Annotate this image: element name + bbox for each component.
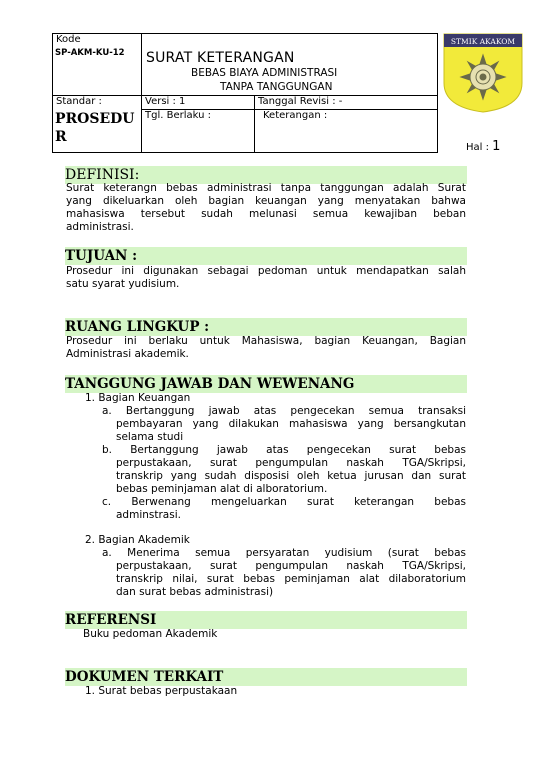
standar-label: Standar : xyxy=(56,96,102,107)
tanggung-jawab-heading: TANGGUNG JAWAB DAN WEWENANG xyxy=(65,375,467,393)
dokumen-terkait-item-1: 1. Surat bebas perpustakaan xyxy=(85,685,238,697)
hal-number: 1 xyxy=(492,139,501,154)
definisi-line-1: Surat keterangn bebas administrasi tanpa tanggungan adalah Surat xyxy=(66,182,466,194)
prosedur-label: PROSEDUR xyxy=(55,111,135,145)
keterangan-label: Keterangan : xyxy=(263,110,328,121)
document-subtitle-2: TANPA TANGGUNGAN xyxy=(220,81,333,93)
definisi-heading: DEFINISI: xyxy=(65,166,467,184)
tj-item-2a-line-2: perpustakaan, surat pengumpulan naskah TGA/Skripsi, xyxy=(116,560,466,572)
document-header-table xyxy=(52,33,438,153)
referensi-heading: REFERENSI xyxy=(65,611,467,629)
logo-text: STMIK AKAKOM xyxy=(450,37,516,46)
versi-label: Versi : 1 xyxy=(145,96,186,107)
stmik-akakom-logo xyxy=(443,33,523,113)
tujuan-heading: TUJUAN : xyxy=(65,247,467,265)
tanggal-revisi-label: Tanggal Revisi : - xyxy=(258,96,343,107)
definisi-line-2: yang dikeluarkan oleh bagian keuangan yang menyatakan bahwa xyxy=(66,195,466,207)
page-number xyxy=(466,139,500,154)
hal-label: Hal : xyxy=(466,142,489,153)
tj-item-1c-line-2: adminstrasi. xyxy=(116,509,181,521)
tujuan-line-1: Prosedur ini digunakan sebagai pedoman untuk mendapatkan salah xyxy=(66,265,466,277)
dokumen-terkait-heading: DOKUMEN TERKAIT xyxy=(65,668,467,686)
ruang-lingkup-heading: RUANG LINGKUP : xyxy=(65,318,467,336)
tj-item-1a-line-1: a. Bertanggung jawab atas pengecekan semua transaksi xyxy=(102,405,466,417)
definisi-line-4: administrasi. xyxy=(66,221,134,233)
kode-value: SP-AKM-KU-12 xyxy=(55,48,125,58)
kode-label: Kode xyxy=(56,34,81,45)
tj-item-1b-line-3: transkrip yang sudah disposisi oleh ketua jurusan dan surat xyxy=(116,470,466,482)
tj-item-2a-line-1: a. Menerima semua persyaratan yudisium (surat bebas xyxy=(102,547,466,559)
tujuan-line-2: satu syarat yudisium. xyxy=(66,278,180,290)
definisi-line-3: mahasiswa tersebut sudah melunasi semua kewajiban beban xyxy=(66,208,466,220)
tj-item-1b-line-2: perpustakaan, surat pengumpulan naskah TGA/Skripsi, xyxy=(116,457,466,469)
tj-item-2a-line-3: transkrip nilai, surat bebas peminjaman alat dilaboratorium xyxy=(116,573,466,585)
tj-item-1b-line-4: bebas peminjaman alat di alboratorium. xyxy=(116,483,328,495)
tj-item-2a-line-4: dan surat bebas administrasi) xyxy=(116,586,274,598)
document-subtitle-1: BEBAS BIAYA ADMINISTRASI xyxy=(191,67,338,79)
tj-item-1a-line-3: selama studi xyxy=(116,431,184,443)
tgl-berlaku-label: Tgl. Berlaku : xyxy=(145,110,211,121)
tj-item-1c-line-1: c. Berwenang mengeluarkan surat keterangan bebas xyxy=(102,496,466,508)
ruang-lingkup-line-1: Prosedur ini berlaku untuk Mahasiswa, bagian Keuangan, Bagian xyxy=(66,335,466,347)
tj-item-2-label: 2. Bagian Akademik xyxy=(85,534,190,546)
tj-item-1b-line-1: b. Bertanggung jawab atas pengecekan surat bebas xyxy=(102,444,466,456)
ruang-lingkup-line-2: Administrasi akademik. xyxy=(66,348,189,360)
tj-item-1-label: 1. Bagian Keuangan xyxy=(85,392,191,404)
referensi-text: Buku pedoman Akademik xyxy=(83,628,218,640)
document-title: SURAT KETERANGAN xyxy=(146,50,295,66)
tj-item-1a-line-2: pembayaran yang dilakukan mahasiswa yang bersangkutan xyxy=(116,418,466,430)
